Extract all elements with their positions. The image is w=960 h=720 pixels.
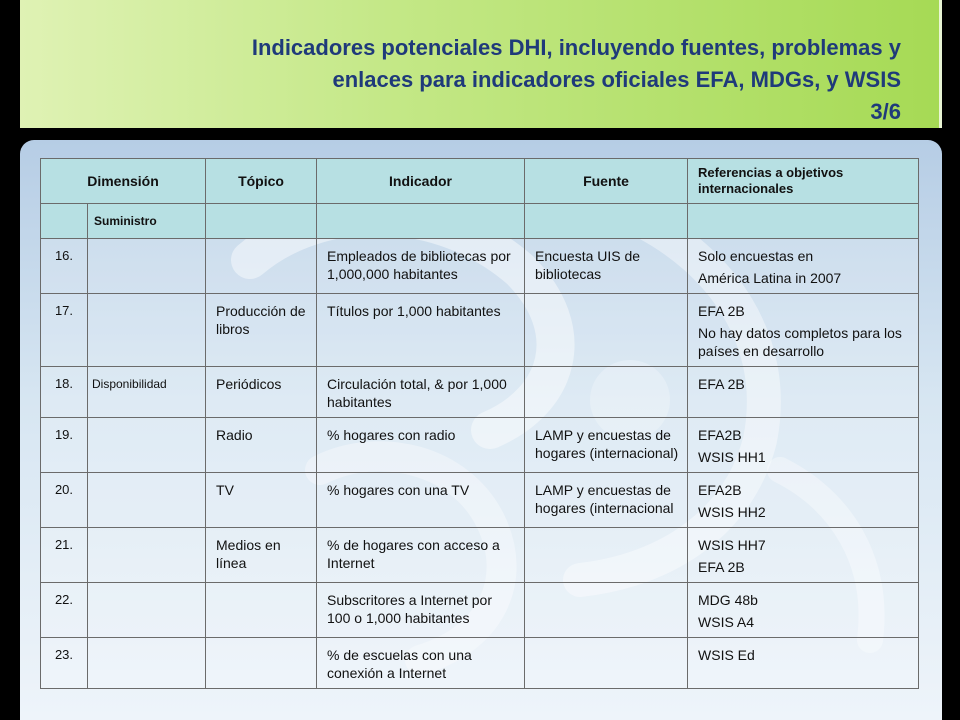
reference-item: EFA2B	[698, 482, 742, 498]
reference-item: WSIS HH7	[698, 537, 766, 553]
references-cell	[688, 638, 919, 689]
references-cell	[688, 418, 919, 473]
references-cell	[688, 528, 919, 583]
row-number-cell: 19.	[41, 418, 88, 473]
topic-cell: TV	[206, 473, 317, 528]
indicator-cell: % hogares con una TV	[317, 473, 525, 528]
header-source: Fuente	[525, 159, 688, 204]
topic-cell: Periódicos	[206, 367, 317, 418]
indicator-cell: Subscritores a Internet por 100 o 1,000 habitantes	[317, 583, 525, 638]
topic-cell	[206, 638, 317, 689]
indicator-cell: % de hogares con acceso a Internet	[317, 528, 525, 583]
indicator-cell: Circulación total, & por 1,000 habitantes	[317, 367, 525, 418]
dimension-cell	[88, 473, 206, 528]
dimension-cell	[88, 294, 206, 367]
references-cell	[688, 583, 919, 638]
indicator-cell: Títulos por 1,000 habitantes	[317, 294, 525, 367]
reference-item: EFA2B	[698, 427, 742, 443]
references-cell	[688, 294, 919, 367]
row-number-cell: 21.	[41, 528, 88, 583]
slide-title	[81, 32, 901, 128]
reference-item: WSIS Ed	[698, 647, 755, 663]
source-cell: Encuesta UIS de bibliotecas	[525, 239, 688, 294]
reference-item: Solo encuestas en	[698, 248, 814, 264]
header-topic: Tópico	[206, 159, 317, 204]
table-row	[41, 294, 919, 367]
subheader-row	[41, 204, 919, 239]
source-cell	[525, 638, 688, 689]
topic-cell	[206, 583, 317, 638]
reference-item: América Latina in 2007	[698, 270, 842, 286]
source-cell: LAMP y encuestas de hogares (internacional	[525, 473, 688, 528]
header-indicator: Indicador	[317, 159, 525, 204]
header-references: Referencias a objetivos internacionales	[688, 159, 919, 204]
reference-item: No hay datos completos para los países en desarrollo	[698, 325, 902, 359]
dimension-cell: Disponibilidad	[88, 367, 206, 418]
dimension-cell	[88, 418, 206, 473]
subheader-empty-cell	[41, 204, 88, 239]
reference-item: WSIS HH1	[698, 449, 766, 465]
subheader-empty-cell	[206, 204, 317, 239]
row-number-cell: 23.	[41, 638, 88, 689]
topic-cell	[206, 239, 317, 294]
table-row	[41, 583, 919, 638]
reference-item: MDG 48b	[698, 592, 758, 608]
topic-cell: Radio	[206, 418, 317, 473]
dimension-cell	[88, 638, 206, 689]
header-row	[41, 159, 919, 204]
indicator-cell: Empleados de bibliotecas por 1,000,000 habitantes	[317, 239, 525, 294]
source-cell	[525, 294, 688, 367]
table-row	[41, 473, 919, 528]
subheader-supply: Suministro	[88, 204, 206, 239]
topic-cell: Producción de libros	[206, 294, 317, 367]
reference-item: EFA 2B	[698, 559, 745, 575]
references-cell	[688, 239, 919, 294]
row-number-cell: 18.	[41, 367, 88, 418]
source-cell	[525, 367, 688, 418]
source-cell: LAMP y encuestas de hogares (internacional)	[525, 418, 688, 473]
reference-item: WSIS A4	[698, 614, 755, 630]
source-cell	[525, 528, 688, 583]
topic-cell: Medios en línea	[206, 528, 317, 583]
table-row	[41, 367, 919, 418]
references-cell	[688, 473, 919, 528]
subheader-empty-cell	[688, 204, 919, 239]
source-cell	[525, 583, 688, 638]
subheader-empty-cell	[525, 204, 688, 239]
dimension-cell	[88, 239, 206, 294]
table-row	[41, 528, 919, 583]
table-row	[41, 418, 919, 473]
dimension-cell	[88, 583, 206, 638]
dimension-cell	[88, 528, 206, 583]
reference-item: EFA 2B	[698, 303, 745, 319]
indicators-table	[40, 158, 919, 689]
title-line-2: enlaces para indicadores oficiales EFA, MDGs, y WSIS	[332, 67, 901, 92]
indicator-cell: % hogares con radio	[317, 418, 525, 473]
title-band	[20, 0, 942, 128]
row-number-cell: 16.	[41, 239, 88, 294]
title-line-3: 3/6	[870, 99, 901, 124]
indicator-cell: % de escuelas con una conexión a Internet	[317, 638, 525, 689]
references-cell	[688, 367, 919, 418]
indicators-table-container	[40, 158, 918, 689]
reference-item: WSIS HH2	[698, 504, 766, 520]
subheader-empty-cell	[317, 204, 525, 239]
title-line-1: Indicadores potenciales DHI, incluyendo fuentes, problemas y	[251, 35, 901, 60]
header-dimension: Dimensión	[41, 159, 206, 204]
row-number-cell: 22.	[41, 583, 88, 638]
row-number-cell: 17.	[41, 294, 88, 367]
table-row	[41, 239, 919, 294]
row-number-cell: 20.	[41, 473, 88, 528]
reference-item: EFA 2B	[698, 376, 745, 392]
table-row	[41, 638, 919, 689]
